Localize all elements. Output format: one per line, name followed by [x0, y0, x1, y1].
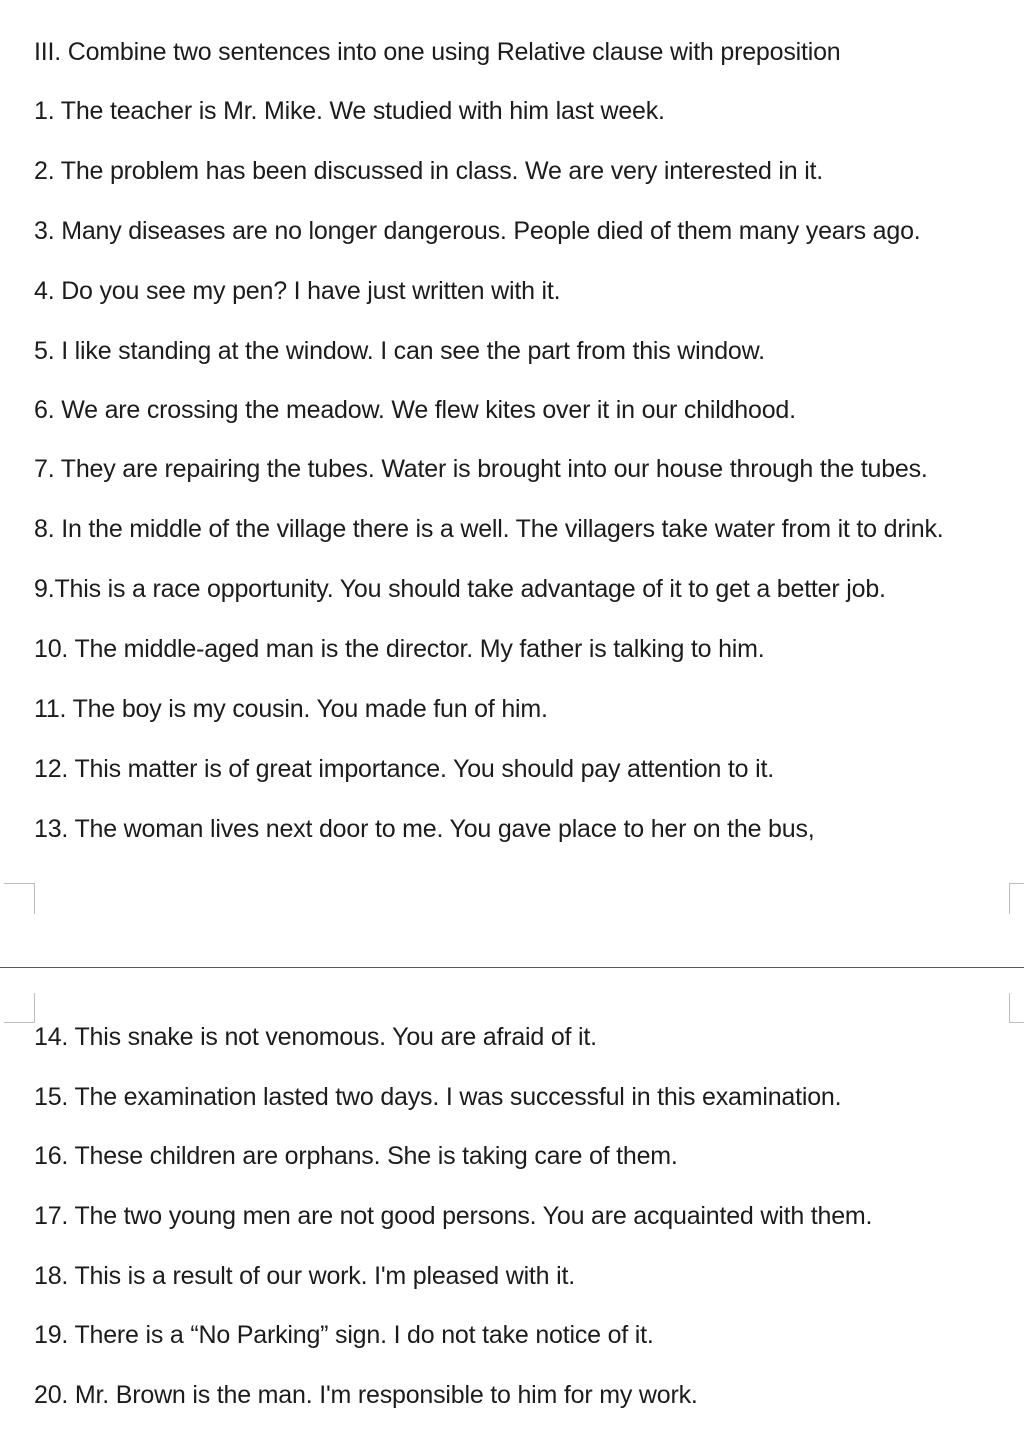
- page-corner-top-left: [4, 883, 35, 914]
- page-corner-top-right: [1009, 883, 1024, 914]
- exercise-item-2: 2. The problem has been discussed in class. We are very interested in it.: [34, 157, 824, 185]
- exercise-item-8: 8. In the middle of the village there is a well. The villagers take water from it to drink.: [34, 515, 944, 543]
- exercise-item-3: 3. Many diseases are no longer dangerous. People died of them many years ago.: [34, 217, 921, 245]
- exercise-item-10: 10. The middle-aged man is the director. My father is talking to him.: [34, 635, 765, 663]
- exercise-item-5: 5. I like standing at the window. I can see the part from this window.: [34, 337, 765, 365]
- page-corner-bottom-right: [1009, 993, 1024, 1023]
- exercise-heading: III. Combine two sentences into one using Relative clause with preposition: [34, 38, 841, 66]
- exercise-item-1: 1. The teacher is Mr. Mike. We studied with him last week.: [34, 97, 665, 125]
- exercise-item-18: 18. This is a result of our work. I'm pleased with it.: [34, 1262, 575, 1290]
- exercise-item-11: 11. The boy is my cousin. You made fun of him.: [34, 695, 548, 723]
- exercise-item-16: 16. These children are orphans. She is taking care of them.: [34, 1142, 678, 1170]
- exercise-item-20: 20. Mr. Brown is the man. I'm responsible to him for my work.: [34, 1381, 698, 1409]
- exercise-item-6: 6. We are crossing the meadow. We flew kites over it in our childhood.: [34, 396, 796, 424]
- page-break-divider: [0, 967, 1024, 968]
- exercise-item-4: 4. Do you see my pen? I have just written with it.: [34, 277, 561, 305]
- exercise-item-7: 7. They are repairing the tubes. Water is brought into our house through the tubes.: [34, 455, 928, 483]
- exercise-item-12: 12. This matter is of great importance. You should pay attention to it.: [34, 755, 774, 783]
- exercise-item-9: 9.This is a race opportunity. You should take advantage of it to get a better job.: [34, 575, 886, 603]
- exercise-item-17: 17. The two young men are not good persons. You are acquainted with them.: [34, 1202, 873, 1230]
- exercise-item-14: 14. This snake is not venomous. You are afraid of it.: [34, 1023, 597, 1051]
- page-corner-bottom-left: [4, 993, 35, 1023]
- exercise-item-13: 13. The woman lives next door to me. You gave place to her on the bus,: [34, 815, 815, 843]
- exercise-item-15: 15. The examination lasted two days. I was successful in this examination.: [34, 1083, 842, 1111]
- exercise-item-19: 19. There is a “No Parking” sign. I do not take notice of it.: [34, 1321, 654, 1349]
